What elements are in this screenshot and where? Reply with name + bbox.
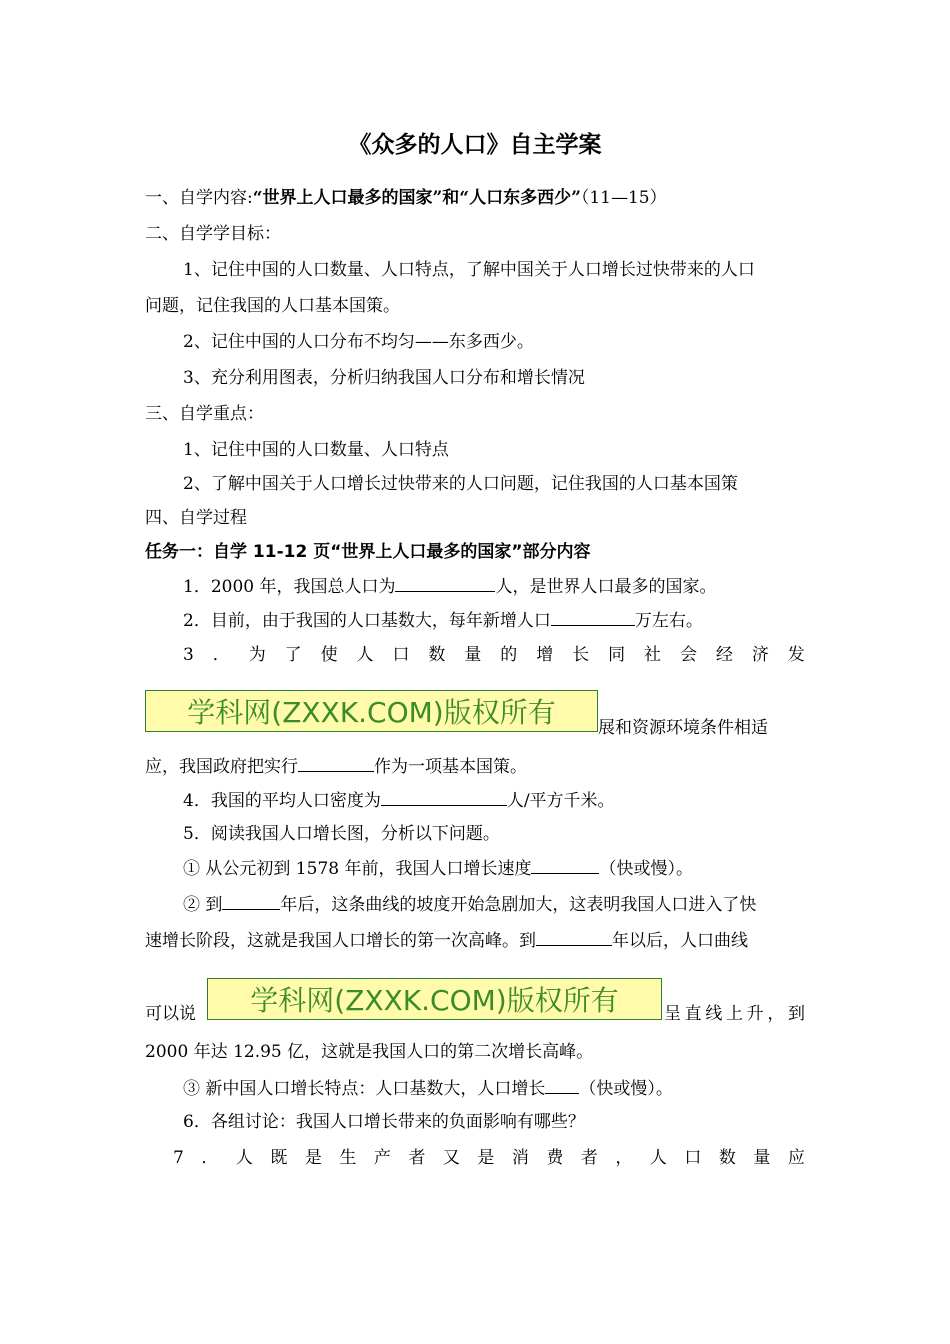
q3-char: 了 bbox=[284, 645, 302, 665]
goal-2: 2、记住中国的人口分布不均匀——东多西少。 bbox=[183, 332, 534, 352]
question-1 bbox=[183, 574, 716, 599]
question-5b-line-4: 2000 年达 12.95 亿，这就是我国人口的第二次增长高峰。 bbox=[145, 1042, 594, 1062]
q7-char: 费 bbox=[546, 1148, 564, 1168]
answer-blank[interactable] bbox=[395, 574, 495, 592]
question-5b-line-1 bbox=[183, 892, 756, 917]
question-2 bbox=[183, 608, 703, 633]
q3-char: 数 bbox=[428, 645, 446, 665]
question-5b-text-a: ② 到 bbox=[183, 895, 223, 915]
question-5c-text-a: ③ 新中国人口增长特点：人口基数大，人口增长 bbox=[183, 1079, 546, 1099]
q3-char: 口 bbox=[392, 645, 410, 665]
q3-char: 济 bbox=[751, 645, 769, 665]
section-1-topics: “世界上人口最多的国家”和“人口东多西少” bbox=[252, 188, 581, 208]
q3-char: 为 bbox=[248, 645, 266, 665]
question-4-text-a: 4．我国的平均人口密度为 bbox=[183, 791, 381, 811]
q7-char: 7 bbox=[173, 1148, 184, 1168]
section-1 bbox=[145, 186, 667, 210]
q3-char: 发 bbox=[787, 645, 805, 665]
q7-char: ． bbox=[201, 1148, 219, 1168]
question-5b-line-3-start: 可以说 bbox=[145, 1004, 196, 1024]
answer-blank[interactable] bbox=[545, 1076, 579, 1094]
q7-char: 者 bbox=[580, 1148, 598, 1168]
q3-char: ． bbox=[212, 645, 230, 665]
q7-char: 者 bbox=[408, 1148, 426, 1168]
q3-char: 经 bbox=[715, 645, 733, 665]
q3-char: 3 bbox=[183, 645, 194, 665]
q3-char: 长 bbox=[572, 645, 590, 665]
question-1-text-a: 1．2000 年，我国总人口为 bbox=[183, 577, 396, 597]
q7-char: 应 bbox=[787, 1148, 805, 1168]
question-3-line-3 bbox=[145, 754, 527, 779]
question-6: 6．各组讨论：我国人口增长带来的负面影响有哪些？ bbox=[183, 1112, 585, 1132]
q7-char: 消 bbox=[511, 1148, 529, 1168]
question-3-text-a: 应，我国政府把实行 bbox=[145, 757, 298, 777]
task-1-heading: 任务一：自学 11-12 页“世界上人口最多的国家”部分内容 bbox=[145, 542, 591, 562]
question-5a-text-a: ① 从公元初到 1578 年前，我国人口增长速度 bbox=[183, 859, 532, 879]
q3-char: 会 bbox=[679, 645, 697, 665]
question-1-text-b: 人，是世界人口最多的国家。 bbox=[495, 577, 717, 597]
question-5c-text-b: （快或慢）。 bbox=[579, 1079, 673, 1099]
question-5: 5．阅读我国人口增长图，分析以下问题。 bbox=[183, 824, 500, 844]
question-5b-line-2 bbox=[145, 928, 748, 953]
question-3-line-2: 展和资源环境条件相适 bbox=[598, 718, 768, 738]
q7-char: 产 bbox=[373, 1148, 391, 1168]
answer-blank[interactable] bbox=[536, 928, 612, 946]
q3-char: 社 bbox=[644, 645, 662, 665]
q7-char: 既 bbox=[270, 1148, 288, 1168]
question-5c bbox=[183, 1076, 673, 1101]
q7-char: 口 bbox=[684, 1148, 702, 1168]
q7-char: 人 bbox=[649, 1148, 667, 1168]
answer-blank[interactable] bbox=[298, 754, 374, 772]
question-4-text-b: 人/平方千米。 bbox=[506, 791, 615, 811]
q7-char: 又 bbox=[442, 1148, 460, 1168]
section-3-heading: 三、自学重点： bbox=[145, 404, 264, 424]
answer-blank[interactable] bbox=[531, 856, 599, 874]
q3-char: 增 bbox=[536, 645, 554, 665]
q3-char: 的 bbox=[500, 645, 518, 665]
answer-blank[interactable] bbox=[222, 892, 280, 910]
q3-char: 人 bbox=[356, 645, 374, 665]
q3-char: 同 bbox=[608, 645, 626, 665]
goal-3: 3、充分利用图表，分析归纳我国人口分布和增长情况 bbox=[183, 368, 585, 388]
q7-char: 是 bbox=[477, 1148, 495, 1168]
question-5b2-text-b: 年以后，人口曲线 bbox=[612, 931, 748, 951]
question-5a-text-b: （快或慢）。 bbox=[599, 859, 693, 879]
question-5b2-text-a: 速增长阶段，这就是我国人口增长的第一次高峰。到 bbox=[145, 931, 536, 951]
key-point-1: 1、记住中国的人口数量、人口特点 bbox=[183, 440, 449, 460]
section-4-heading: 四、自学过程 bbox=[145, 508, 247, 528]
question-5b-line-3-end: 呈直线上升，到 bbox=[664, 1004, 805, 1024]
page-title: 《众多的人口》自主学案 bbox=[348, 132, 602, 158]
section-1-prefix: 一、自学内容: bbox=[145, 188, 253, 208]
key-point-2: 2、了解中国关于人口增长过快带来的人口问题，记住我国的人口基本国策 bbox=[183, 474, 738, 494]
question-3-line-1 bbox=[183, 643, 805, 667]
q7-char: 量 bbox=[753, 1148, 771, 1168]
question-2-text-a: 2．目前，由于我国的人口基数大，每年新增人口 bbox=[183, 611, 551, 631]
watermark-banner: 学科网(ZXXK.COM)版权所有 bbox=[145, 690, 598, 732]
section-2-heading: 二、自学学目标： bbox=[145, 224, 281, 244]
question-7-line-1 bbox=[173, 1146, 805, 1170]
q7-char: 数 bbox=[718, 1148, 736, 1168]
question-2-text-b: 万左右。 bbox=[634, 611, 703, 631]
q7-char: 生 bbox=[339, 1148, 357, 1168]
answer-blank[interactable] bbox=[381, 788, 507, 806]
question-4 bbox=[183, 788, 615, 813]
question-5b-text-b: 年后，这条曲线的坡度开始急剧加大，这表明我国人口进入了快 bbox=[280, 895, 757, 915]
section-1-pages: （11—15） bbox=[580, 188, 667, 208]
goal-1-line-1: 1、记住中国的人口数量、人口特点，了解中国关于人口增长过快带来的人口 bbox=[183, 260, 755, 280]
q7-char: 是 bbox=[304, 1148, 322, 1168]
q7-char: 人 bbox=[235, 1148, 253, 1168]
q3-char: 量 bbox=[464, 645, 482, 665]
q7-char: ， bbox=[615, 1148, 633, 1168]
goal-1-line-2: 问题，记住我国的人口基本国策。 bbox=[145, 296, 400, 316]
watermark-banner: 学科网(ZXXK.COM)版权所有 bbox=[207, 978, 662, 1020]
question-5a bbox=[183, 856, 693, 881]
q3-char: 使 bbox=[320, 645, 338, 665]
question-3-text-b: 作为一项基本国策。 bbox=[374, 757, 527, 777]
answer-blank[interactable] bbox=[551, 608, 635, 626]
